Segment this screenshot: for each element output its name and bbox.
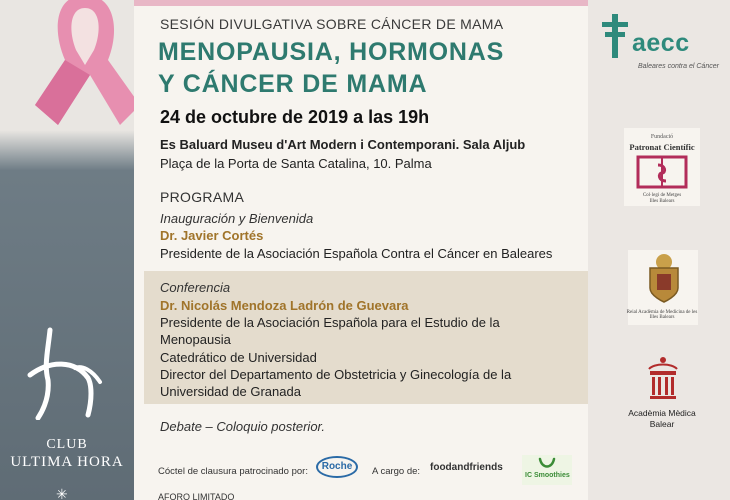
conference-role-line: Director del Departamento de Obstetricia y Ginecología de la bbox=[160, 367, 512, 382]
event-date: 24 de octubre de 2019 a las 19h bbox=[160, 107, 430, 127]
conference-role-line: Presidente de la Asociación Española para el Estudio de la bbox=[160, 315, 500, 330]
pink-ribbon-icon bbox=[30, 0, 140, 140]
reial-academia-label: Reial Acadèmia de Medicina de les Illes Balears bbox=[626, 310, 698, 320]
event-subtitle: SESIÓN DIVULGATIVA SOBRE CÁNCER DE MAMA bbox=[160, 16, 504, 32]
colegi-sub: Illes Balears bbox=[649, 199, 675, 204]
top-stripe bbox=[134, 0, 588, 6]
fund-small-label: Fundació bbox=[650, 134, 674, 140]
cocktail-sponsor-label: Cóctel de clausura patrocinado por: bbox=[158, 466, 308, 477]
aecc-logo-text: aecc bbox=[632, 29, 690, 57]
club-name-line2: ULTIMA HORA bbox=[10, 454, 124, 470]
bottom-notice: AFORO LIMITADO bbox=[158, 492, 235, 500]
conference-role-line: Catedrático de Universidad bbox=[160, 350, 317, 365]
welcome-speaker: Dr. Javier Cortés bbox=[160, 228, 264, 243]
conference-label: Conferencia bbox=[160, 280, 231, 295]
event-title-line1: MENOPAUSIA, HORMONAS bbox=[158, 38, 505, 66]
roche-logo: Roche bbox=[316, 456, 358, 478]
book-icon bbox=[636, 153, 688, 191]
aecc-subtitle: Baleares contra el Cáncer bbox=[638, 63, 719, 70]
conference-role-line: Universidad de Granada bbox=[160, 384, 301, 399]
academia-medica-line2: Balear bbox=[649, 419, 675, 429]
conference-speaker: Dr. Nicolás Mendoza Ladrón de Guevara bbox=[160, 298, 409, 313]
conference-role-line: Menopausia bbox=[160, 332, 231, 347]
smile-icon bbox=[538, 457, 556, 469]
event-title-line2: Y CÁNCER DE MAMA bbox=[158, 70, 428, 98]
coat-of-arms-icon bbox=[646, 252, 682, 304]
program-heading: PROGRAMA bbox=[160, 189, 245, 205]
debate-text: Debate – Coloquio posterior. bbox=[160, 419, 326, 434]
club-ultima-hora-logo-icon bbox=[20, 320, 110, 420]
event-venue: Es Baluard Museu d'Art Modern i Contemporani. Sala Aljub bbox=[160, 137, 526, 152]
star-icon: ✳ bbox=[56, 486, 68, 500]
colegi-label: Col·legi de Metges bbox=[642, 193, 682, 198]
event-address: Plaça de la Porta de Santa Catalina, 10. Palma bbox=[160, 156, 432, 171]
academia-medica-icon bbox=[644, 355, 682, 403]
welcome-label: Inauguración y Bienvenida bbox=[160, 211, 314, 226]
academia-medica-line1: Acadèmia Mèdica bbox=[628, 408, 696, 418]
aecc-cross-icon bbox=[600, 14, 630, 58]
foodandfriends-logo: foodandfriends bbox=[430, 462, 503, 473]
club-name-line1: CLUB bbox=[46, 437, 88, 452]
smoothies-label: IC Smoothies bbox=[525, 472, 570, 479]
cargo-label: A cargo de: bbox=[372, 466, 421, 477]
patronat-title: Patronat Científic bbox=[629, 142, 695, 152]
welcome-role: Presidente de la Asociación Española Contra el Cáncer en Baleares bbox=[160, 246, 553, 261]
